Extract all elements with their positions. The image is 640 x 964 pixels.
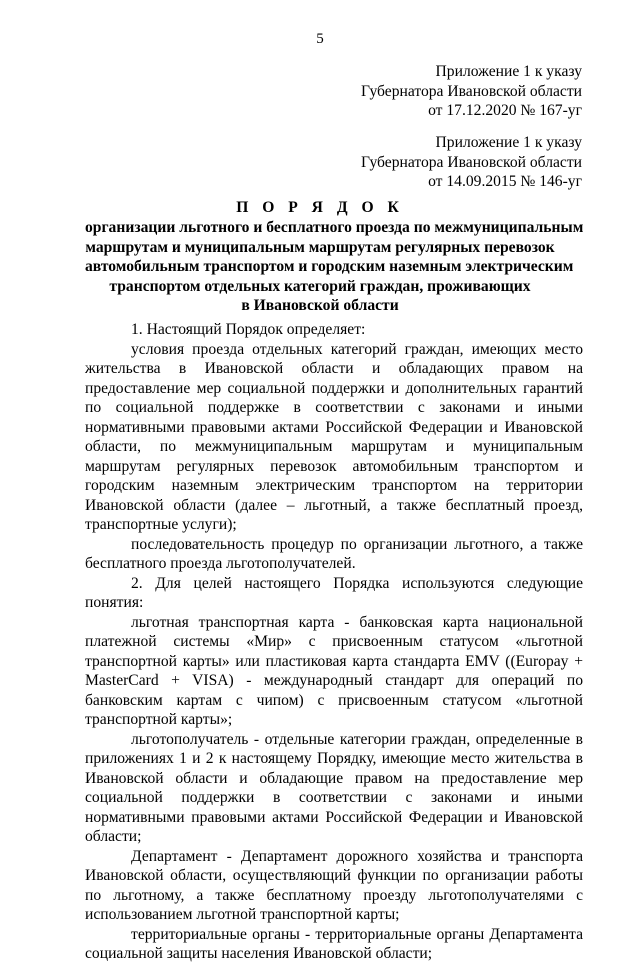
annex-header-current xyxy=(361,62,582,121)
paragraph-procedure-sequence: последовательность процедур по организации льготного, а также бесплатного проезда льготополучателей. xyxy=(85,535,583,572)
paragraph-definition-department: Департамент - Департамент дорожного хозяйства и транспорта Ивановской области, осуществляющий функции по организации работы по льготному, а также бесплатному проезду льготополучателями с использованием льготной транспортной карты; xyxy=(85,847,583,923)
subtitle-line: организации льготного и бесплатного проезда по межмуниципальным xyxy=(85,219,584,236)
paragraph-definition-beneficiary: льготополучатель - отдельные категории граждан, определенные в приложениях 1 и 2 к настоящему Порядку, имеющие место жительства в Ивановской области и обладающие правом на предоставление мер социальной поддержки в соответствии с законами и иными нормативными правовыми актами Российской Федерации и Ивановской области; xyxy=(85,730,583,845)
subtitle-line: автомобильным транспортом и городским наземным электрическим xyxy=(85,258,574,275)
annex-line: Приложение 1 к указу xyxy=(435,134,582,151)
annex-line: Губернатора Ивановской области xyxy=(361,153,582,171)
annex-date-line: от 14.09.2015 № 146-уг xyxy=(428,173,582,190)
annex-line: Губернатора Ивановской области xyxy=(361,82,582,100)
annex-date-line: от 17.12.2020 № 167-уг xyxy=(428,102,582,119)
document-title: П О Р Я Д О К xyxy=(236,199,404,216)
subtitle-line: в Ивановской области xyxy=(241,297,399,314)
annex-header-original xyxy=(361,133,582,192)
paragraph-definition-territorial-bodies: территориальные органы - территориальные органы Департамента социальной защиты населения Ивановской области; xyxy=(85,925,583,962)
annex-line: Приложение 1 к указу xyxy=(435,63,582,80)
page-number: 5 xyxy=(316,31,324,47)
paragraph-section-1-intro: 1. Настоящий Порядок определяет: xyxy=(131,321,366,338)
subtitle-line: транспортом отдельных категорий граждан, проживающих xyxy=(109,277,531,295)
paragraph-definition-card: льготная транспортная карта - банковская карта национальной платежной системы «Мир» с присвоенным статусом «льготной транспортной карты» или пластиковая карта стандарта EMV ((Europay + MasterCard + VISA) - международный стандарт для операций по банковским картам с чипом) с присвоенным статусом «льготной транспортной карты»; xyxy=(85,613,583,728)
subtitle-line: маршрутам и муниципальным маршрутам регулярных перевозок xyxy=(85,238,555,256)
paragraph-conditions: условия проезда отдельных категорий граждан, имеющих место жительства в Ивановской области и обладающих правом на предоставление мер социальной поддержки и дополнительных гарантий по социальной поддержке в соответствии с законами и иными нормативными правовыми актами Российской Федерации и Ивановской области, по межмуниципальным маршрутам и муниципальным маршрутам регулярных перевозок автомобильным транспортом и городским наземным электрическим транспортом на территории Ивановской области (далее – льготный, а также бесплатный проезд, транспортные услуги); xyxy=(85,340,583,533)
document-body xyxy=(85,320,583,964)
document-subtitle xyxy=(85,218,584,316)
paragraph-section-2-intro: 2. Для целей настоящего Порядка используются следующие понятия: xyxy=(85,574,583,611)
